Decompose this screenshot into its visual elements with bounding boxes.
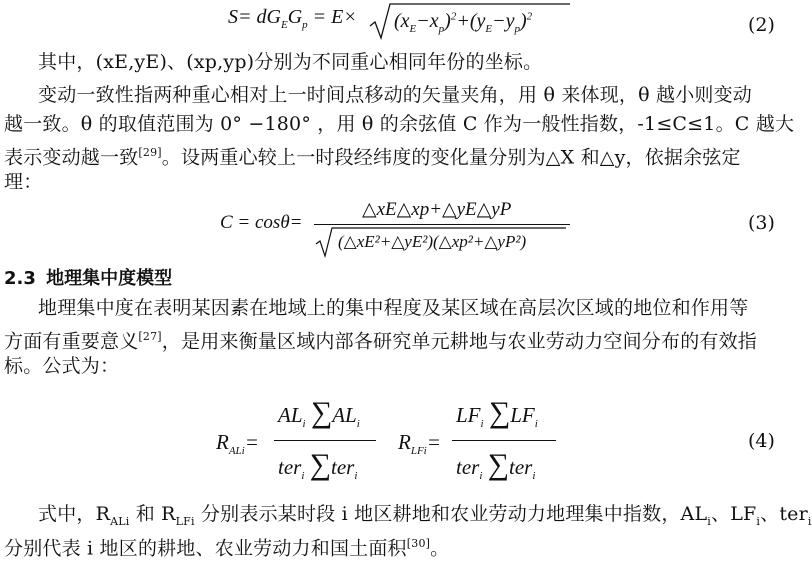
eq4-r-ali: $R_{ALi}=$ [216, 430, 259, 458]
paragraph-consistency-line2: 越一致。θ 的取值范围为 0° −180° ，用 θ 的余弦值 C 作为一般性指数，-1≤C≤1。C 越大 [4, 113, 795, 135]
paragraph-variables-line1: 式中，$R_{ALi}$ 和 $R_{LFi}$ 分别表示某时段 i 地区耕地和农业劳动力地理集中指数，$AL_i$、$LF_i$、ter$_i$ [38, 503, 812, 528]
paragraph-concentration-line1: 地理集中度在表明某因素在地域上的集中程度及某区域在高层次区域的地位和作用等 [38, 297, 749, 319]
citation-27: [27] [138, 330, 162, 343]
paragraph-consistency-line3: 表示变动越一致[29]。设两重心较上一时段经纬度的变化量分别为△X 和△y，依据余弦定 [4, 146, 741, 169]
eq4-den1: ter$_i$ ∑ter$_i$ [278, 448, 358, 483]
eq2-equals: = E× [312, 6, 357, 28]
eq4-fraction-line-2 [452, 440, 556, 441]
citation-30: [30] [406, 537, 431, 550]
eq4-num2: $LF_i$ $\sum LF_i$ [456, 396, 538, 431]
eq3-fraction-line [314, 224, 570, 225]
eq3-numerator: △xE△xp+△yE△yP [362, 199, 512, 220]
equation-4 [216, 392, 576, 488]
citation-29: [29] [138, 146, 162, 159]
equation-2: $S= dG_EG_p = E\times$ $(x_E-x_p)^2+(y_E-y_p)^2$ [228, 6, 568, 42]
paragraph-concentration-line2: 方面有重要意义[27]，是用来衡量区域内部各研究单元耕地与农业劳动力空间分布的有效指 [4, 330, 757, 353]
eq4-r-lfi: $R_{LFi}=$ [398, 430, 441, 458]
section-number: 2.3 [4, 268, 36, 289]
paragraph-coordinates: 其中，(xE,yE)、(xp,yp)分别为不同重心相同年份的坐标。 [38, 51, 543, 73]
eq2-radicand: $(x_E-x_p)^2+(y_E-y_p)^2$ [394, 10, 533, 35]
eq4-num1: $AL_i$ $\sum AL_i$ [278, 396, 360, 431]
section-heading [4, 264, 172, 290]
equation-3-number: (3) [748, 212, 775, 234]
eq2-lhs: S= dG [228, 6, 281, 28]
eq3-denominator: (△xE²+△yE²)(△xp²+△yP²) [338, 232, 527, 251]
paragraph-concentration-line3: 标。公式为： [4, 355, 120, 377]
equation-4-number: (4) [748, 430, 775, 452]
section-title: 地理集中度模型 [46, 268, 173, 289]
paragraph-variables-line2: 分别代表 i 地区的耕地、农业劳动力和国土面积[30]。 [4, 537, 450, 560]
equation-2-number: (2) [748, 14, 775, 36]
eq4-den2: ter$_i$ ∑ter$_i$ [456, 448, 536, 483]
eq4-fraction-line-1 [274, 440, 376, 441]
eq3-lhs: C = cosθ= [220, 212, 303, 233]
equation-3 [220, 198, 580, 258]
paragraph-consistency-line1: 变动一致性指两种重心相对上一时间点移动的矢量夹角，用 θ 来体现，θ 越小则变动 [38, 84, 752, 106]
paragraph-consistency-line4: 理： [4, 171, 43, 193]
